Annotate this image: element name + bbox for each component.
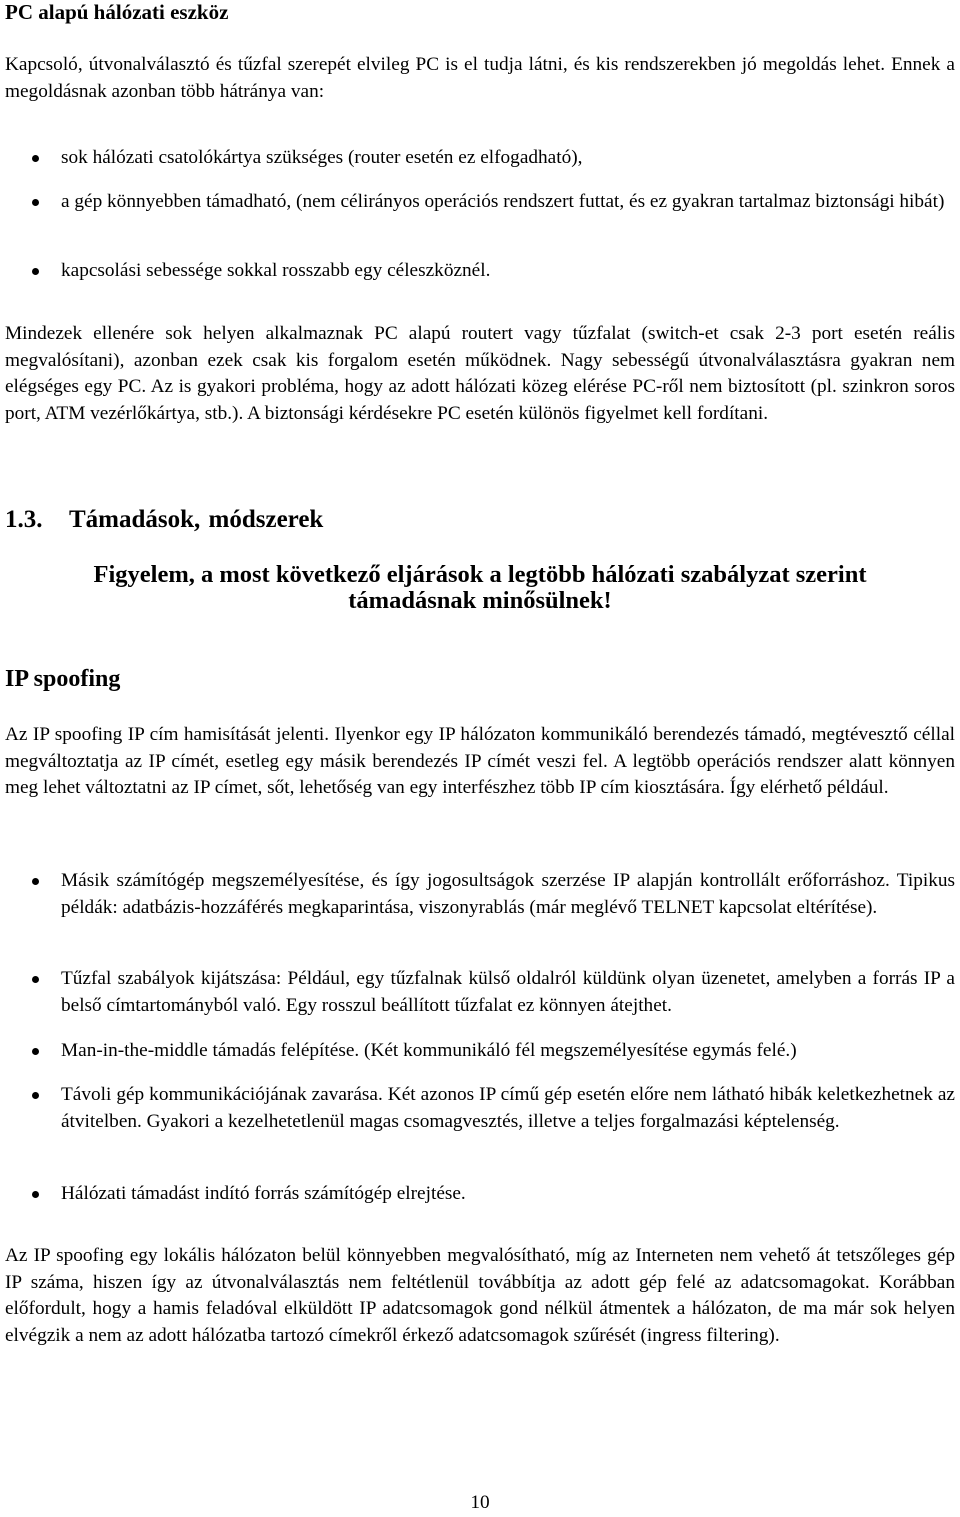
- ip-spoofing-heading: IP spoofing: [5, 666, 121, 692]
- pc-paragraph: Mindezek ellenére sok helyen alkalmaznak PC alapú routert vagy tűzfalat (switch-et csak 2-3 port esetén reális megvalósítani), azonban ezek csak kis forgalom esetén működnek. Nagy sebességű útvonalválasztásra gyakran nem elégséges egy PC. Az is gyakori probléma, hogy az adott hálózati közeg elérése PC-ről nem biztosított (pl. szinkron soros port, ATM vezérlőkártya, stb.). A biztonsági kérdésekre PC esetén különös figyelmet kell fordítani.: [5, 323, 955, 424]
- list-item-text: Hálózati támadást indító forrás számítógép elrejtése.: [61, 1183, 466, 1204]
- ip-bullet-block-5: [5, 1181, 955, 1208]
- ip-bullet-list: [5, 868, 955, 921]
- list-item-text: Man-in-the-middle támadás felépítése. (Két kommunikáló fél megszemélyesítése egymás felé.): [61, 1040, 797, 1061]
- pc-bullet-block-2: [5, 189, 955, 216]
- section-title: Támadások, módszerek: [69, 506, 324, 533]
- ip-intro-paragraph: Az IP spoofing IP cím hamisítását jelenti. Ilyenkor egy IP hálózaton kommunikáló berendezés támadó, megtévesztő céllal megváltoztatja az IP címét, esetleg egy másik berendezés IP címét veszi fel. A legtöbb operációs rendszer alatt könnyen meg lehet változtatni az IP címet, sőt, lehetőség van egy interfészhez több IP cím kiosztására. Így elérhető például.: [5, 724, 955, 798]
- ip-spoofing-heading-block: [5, 665, 955, 693]
- ip-bullet-list-3: [5, 1038, 955, 1065]
- pc-bullet-list-3: [5, 258, 955, 285]
- section-heading-block: [5, 505, 955, 535]
- bullet-icon: [32, 1191, 39, 1198]
- list-item: [5, 1181, 955, 1208]
- ip-closing-block: [5, 1243, 955, 1349]
- list-item: [5, 966, 955, 1019]
- section-heading: [5, 505, 955, 535]
- bullet-icon: [32, 155, 39, 162]
- list-item: [5, 189, 955, 216]
- ip-intro-block: [5, 722, 955, 802]
- ip-closing-paragraph: Az IP spoofing egy lokális hálózaton belül könnyebben megvalósítható, míg az Interneten nem vehető át tetszőleges gép IP száma, hiszen így az útvonalválasztás nem feltétlenül továbbítja az adott gép felé az adatcsomagokat. Korábban előfordult, hogy a hamis feladóval elküldött IP adatcsomagok gond nélkül átmentek a hálózaton, de ma már sok helyen elvégzik a nem az adott hálózatba tartozó címekről érkező adatcsomagok szűrését (ingress filtering).: [5, 1245, 955, 1346]
- list-item: [5, 258, 955, 285]
- ip-bullet-block-2: [5, 966, 955, 1019]
- list-item: [5, 868, 955, 921]
- list-item-text: Távoli gép kommunikációjának zavarása. Két azonos IP című gép esetén előre nem látható hibák keletkezhetnek az átvitelben. Gyakori a kezelhetetlenül magas csomagvesztés, illetve a teljes forgalmazási képtelenség.: [61, 1084, 955, 1132]
- list-item: [5, 1038, 955, 1065]
- list-item-text: Másik számítógép megszemélyesítése, és így jogosultságok szerzése IP alapján kontrollált erőforráshoz. Tipikus példák: adatbázis-hozzáférés megkaparintása, viszonyrablás (már meglévő TELNET kapcsolat eltérítése).: [61, 870, 955, 918]
- pc-section-title: PC alapú hálózati eszköz: [5, 0, 229, 24]
- bullet-icon: [32, 878, 39, 885]
- ip-bullet-list-5: [5, 1181, 955, 1208]
- pc-bullet-list-2: [5, 189, 955, 216]
- bullet-icon: [32, 199, 39, 206]
- pc-intro-block: [5, 52, 955, 105]
- bullet-icon: [32, 1092, 39, 1099]
- ip-bullet-list-4: [5, 1082, 955, 1135]
- list-item-text: kapcsolási sebessége sokkal rosszabb egy céleszköznél.: [61, 260, 491, 281]
- ip-bullet-block-4: [5, 1082, 955, 1135]
- list-item-text: sok hálózati csatolókártya szükséges (router esetén ez elfogadható),: [61, 147, 583, 168]
- warning-line-1: Figyelem, a most következő eljárások a legtöbb hálózati szabályzat szerint: [93, 561, 867, 588]
- list-item: [5, 145, 955, 172]
- page-number: 10: [470, 1492, 490, 1513]
- pc-bullet-block-1: [5, 145, 955, 172]
- pc-bullet-block-3: [5, 258, 955, 285]
- pc-intro-paragraph: Kapcsoló, útvonalválasztó és tűzfal szerepét elvileg PC is el tudja látni, és kis rendszerekben jó megoldás lehet. Ennek a megoldásnak azonban több hátránya van:: [5, 54, 955, 102]
- list-item-text: Tűzfal szabályok kijátszása: Például, egy tűzfalnak külső oldalról küldünk olyan üzenetet, amelyben a forrás IP a belső címtartományból való. Egy rosszul beállított tűzfalat ez könnyen átejthet.: [61, 968, 955, 1016]
- list-item: [5, 1082, 955, 1135]
- bullet-icon: [32, 1048, 39, 1055]
- pc-section-title-block: [5, 0, 955, 24]
- section-number: 1.3.: [5, 506, 43, 533]
- list-item-text: a gép könnyebben támadható, (nem célirányos operációs rendszert futtat, és ez gyakran tartalmaz biztonsági hibát): [61, 191, 945, 212]
- ip-bullet-block-1: [5, 868, 955, 921]
- pc-paragraph-block: [5, 321, 955, 427]
- bullet-icon: [32, 268, 39, 275]
- ip-bullet-block-3: [5, 1038, 955, 1065]
- warning-line-2: támadásnak minősülnek!: [348, 587, 612, 614]
- bullet-icon: [32, 976, 39, 983]
- pc-bullet-list: [5, 145, 955, 172]
- ip-bullet-list-2: [5, 966, 955, 1019]
